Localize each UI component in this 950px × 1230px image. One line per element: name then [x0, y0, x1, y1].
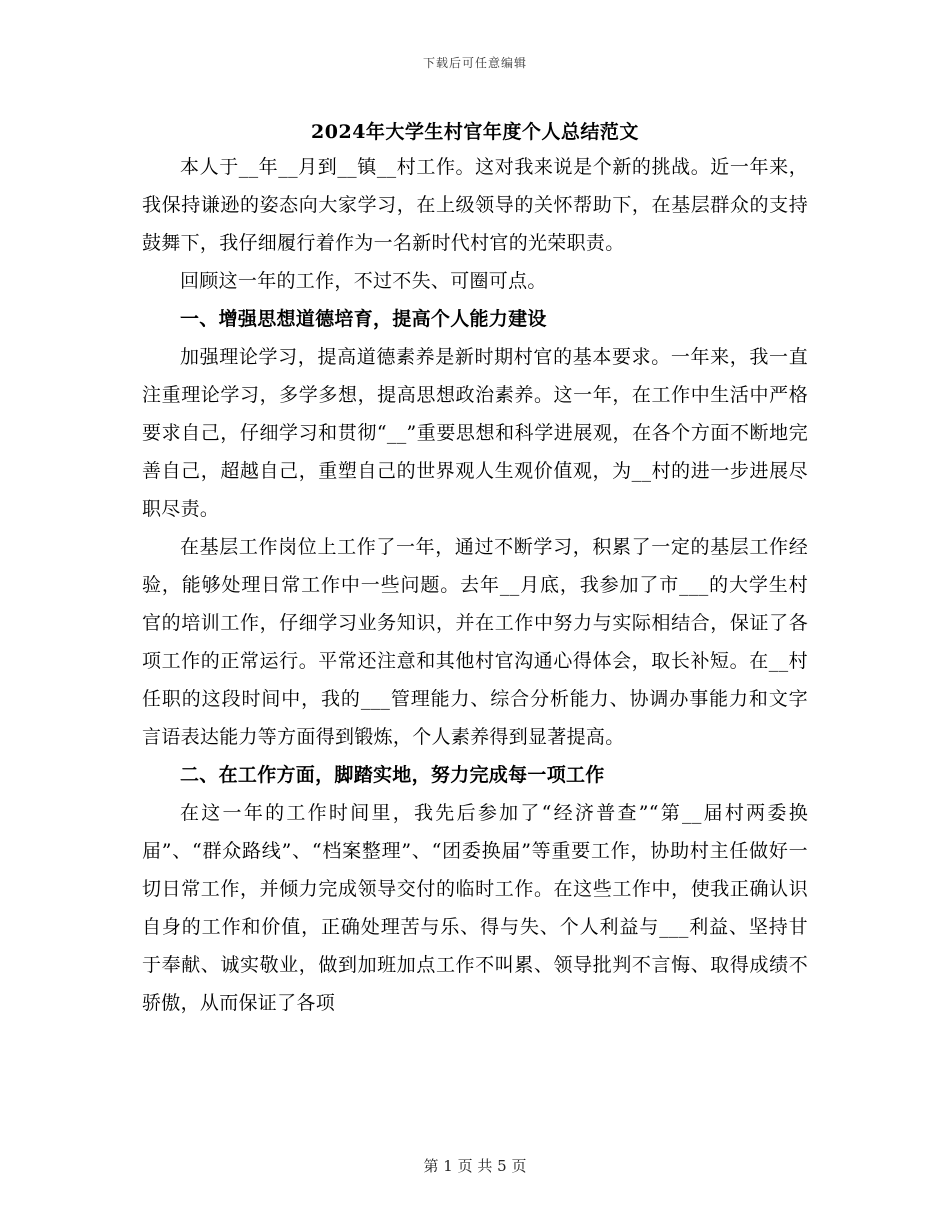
document-body: [142, 148, 808, 1022]
header-note: 下载后可任意编辑: [422, 56, 527, 70]
paragraph-grassroots-work: 在基层工作岗位上工作了一年，通过不断学习，积累了一定的基层工作经验，能够处理日常工作中一些问题。去年__月底，我参加了市___的大学生村官的培训工作，仔细学习业务知识，并在工作中努力与实际相结合，保证了各项工作的正常运行。平常还注意和其他村官沟通心得体会，取长补短。在__村任职的这段时间中，我的___管理能力、综合分析能力、协调办事能力和文字言语表达能力等方面得到锻炼，个人素养得到显著提高。: [142, 536, 808, 748]
page-title: 2024年大学生村官年度个人总结范文: [311, 121, 639, 143]
section-heading-2: 二、在工作方面，脚踏实地，努力完成每一项工作: [180, 764, 605, 786]
paragraph-intro: 本人于__年__月到__镇__村工作。这对我来说是个新的挑战。近一年来，我保持谦逊的姿态向大家学习，在上级领导的关怀帮助下，在基层群众的支持鼓舞下，我仔细履行着作为一名新时代村官的光荣职责。: [142, 156, 808, 254]
section-heading-1: 一、增强思想道德培育，提高个人能力建设: [180, 308, 547, 330]
page-number: 第 1 页 共 5 页: [423, 1157, 527, 1175]
paragraph-theory-study: 加强理论学习，提高道德素养是新时期村官的基本要求。一年来，我一直注重理论学习，多学多想，提高思想政治素养。这一年，在工作中生活中严格要求自己，仔细学习和贯彻“__”重要思想和科学进展观，在各个方面不断地完善自己，超越自己，重塑自己的世界观人生观价值观，为__村的进一步进展尽职尽责。: [142, 346, 808, 520]
paragraph-review: 回顾这一年的工作，不过不失、可圈可点。: [180, 270, 547, 292]
paragraph-work-tasks: 在这一年的工作时间里，我先后参加了“经济普查”“第__届村两委换届”、“群众路线”、“档案整理”、“团委换届”等重要工作，协助村主任做好一切日常工作，并倾力完成领导交付的临时工作。在这些工作中，使我正确认识自身的工作和价值，正确处理苦与乐、得与失、个人利益与___利益、坚持甘于奉献、诚实敬业，做到加班加点工作不叫累、领导批判不言悔、取得成绩不骄傲，从而保证了各项: [142, 802, 808, 1014]
